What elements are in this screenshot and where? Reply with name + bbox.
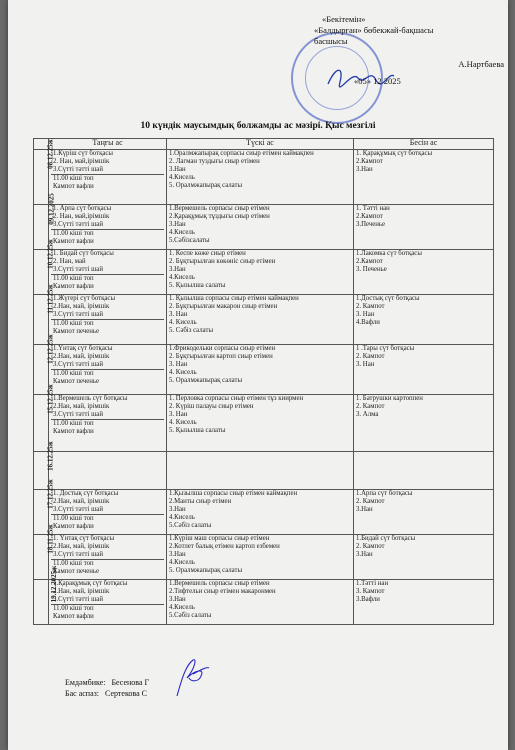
lunch-item: 2. Бұқтырылған көкөніс сиыр етімен — [169, 258, 276, 266]
snack-item: 11.00 кіші топ — [53, 370, 94, 378]
lunch-cell — [167, 452, 354, 490]
lunch-cell — [167, 580, 354, 625]
lunch-item: 1.Қызылша сорпасы сиыр етімен каймақпен — [169, 490, 298, 497]
menu-day-row — [34, 345, 494, 395]
snack-item: 11.00 кіші топ — [53, 320, 94, 328]
lunch-item: 5.Сәбіз салаты — [169, 612, 212, 620]
day-date-label: 15.12.25ж — [46, 384, 55, 414]
lunch-item: 4. Кисель — [169, 419, 197, 427]
menu-day-row — [34, 452, 494, 490]
breakfast-cell — [49, 535, 167, 580]
lunch-item: 4.Кисель — [169, 229, 195, 237]
breakfast-item: 2. Нан, май,ірімшік — [53, 213, 110, 221]
afternoon-item: 1 .Тары сүт ботқасы — [356, 345, 415, 352]
menu-day-row — [34, 150, 494, 205]
snack-item: 11.00 кіші топ — [53, 605, 94, 613]
menu-day-row — [34, 395, 494, 452]
lunch-item: 3.Нан — [169, 266, 186, 274]
lunch-item: 2.Тифтельи сиыр етімен макаронмен — [169, 588, 276, 596]
snack-item: Кампот печенье — [53, 568, 100, 576]
afternoon-item: 3. Алма — [356, 411, 379, 419]
lunch-cell — [167, 345, 354, 395]
lunch-item: 4.Кисель — [169, 274, 195, 282]
lunch-item: 4. Кисель — [169, 369, 197, 377]
afternoon-item: 3. Нан — [356, 361, 375, 369]
day-date — [34, 565, 59, 625]
day-date-label: 18.11.25ж — [46, 524, 55, 554]
breakfast-item: 1. Үнтақ сүт ботқасы — [53, 535, 115, 542]
lunch-cell — [167, 395, 354, 452]
menu-day-row — [34, 205, 494, 250]
snack-item: Кампот вафли — [53, 613, 94, 621]
breakfast-cell — [49, 580, 167, 625]
breakfast-item: 2. Нан, май — [53, 258, 86, 266]
lunch-item: 4.Кисель — [169, 559, 195, 567]
breakfast-item: 3.Сүтті тәтті шай — [53, 551, 103, 559]
lunch-cell — [167, 490, 354, 535]
menu-day-row — [34, 250, 494, 295]
lunch-item: 4.Кисель — [169, 514, 195, 522]
approval-block — [314, 14, 504, 87]
lunch-item: 2. Лагман туздығы сиыр етімен — [169, 158, 260, 166]
lunch-item: 1.Вермешель сорпасы сиыр етімен — [169, 205, 270, 212]
snack-item: Кампот печенье — [53, 328, 100, 336]
breakfast-item: 1.Жүгері сүт ботқасы — [53, 295, 116, 302]
breakfast-cell — [49, 490, 167, 535]
afternoon-cell — [354, 535, 494, 580]
afternoon-item: 2.Кампот — [356, 213, 383, 221]
breakfast-item: 2.Нан, май, ірімшік — [53, 588, 110, 596]
afternoon-item: 1.Арпа сүт ботқасы — [356, 490, 413, 497]
breakfast-item: 3.Сүтті тәтті шай — [53, 596, 103, 604]
breakfast-item: 3.Сүтті тәтті шай — [53, 361, 103, 369]
approver-name: А.Нартбаева — [458, 59, 504, 69]
breakfast-item: 3.Сүтті тәтті шай — [53, 166, 103, 174]
lunch-cell — [167, 205, 354, 250]
breakfast-item: 2. Нан, май,ірімшік — [53, 158, 110, 166]
approval-date: «05» 12 2025 — [354, 76, 401, 86]
lunch-item: 2. Бұқтырылған макарон сиыр етімен — [169, 303, 278, 311]
afternoon-item: 2.Кампот — [356, 158, 383, 166]
afternoon-cell — [354, 395, 494, 452]
afternoon-item: 1. Батрушки картоппен — [356, 395, 423, 402]
afternoon-item: 3. Кампот — [356, 588, 385, 596]
lunch-item: 2.Котлет балық етімен картоп езбемен — [169, 543, 280, 551]
day-date-label: 08.12.25ж — [46, 139, 55, 169]
lunch-item: 4. Кисель — [169, 319, 197, 327]
menu-day-row — [34, 535, 494, 580]
footer-signatures — [65, 677, 149, 699]
breakfast-item: 2.Нан, май, ірімшік — [53, 498, 110, 506]
snack-item: 11.00 кіші топ — [53, 275, 94, 283]
breakfast-item: 2.Нан, май, ірімшік — [53, 303, 110, 311]
afternoon-item: 1.Лакомка сүт ботқасы — [356, 250, 422, 257]
lunch-item: 3.Нан — [169, 221, 186, 229]
breakfast-cell — [49, 452, 167, 490]
lunch-item: 1. Кеспе көже сиыр етімен — [169, 250, 246, 257]
lunch-item: 4.Кисель — [169, 604, 195, 612]
afternoon-cell — [354, 580, 494, 625]
breakfast-item: 1. Арпа сүт ботқасы — [53, 205, 112, 212]
breakfast-item: 1.Қарақұмық сүт ботқасы — [53, 580, 128, 587]
afternoon-cell — [354, 295, 494, 345]
snack-item: 11.00 кіші топ — [53, 230, 94, 238]
breakfast-item: 3.Сүтті тәтті шай — [53, 311, 103, 319]
afternoon-item: 3.Нан — [356, 166, 373, 174]
lunch-item: 1.Оралмжапырақ сорпасы сиыр етімен каймақпен — [169, 150, 314, 157]
afternoon-item: 2. Кампот — [356, 403, 385, 411]
lunch-item: 1. Қызылша сорпасы сиыр етімен каймақпен — [169, 295, 299, 302]
afternoon-item: 1. Тәтті нан — [356, 205, 390, 212]
lunch-item: 5. Сәбіз салаты — [169, 327, 214, 335]
lunch-cell — [167, 295, 354, 345]
breakfast-item: 1. Достық сүт ботқасы — [53, 490, 119, 497]
lunch-item: 5.Сәбізсалаты — [169, 237, 210, 245]
breakfast-item: 2.Нан, май, ірімшік — [53, 543, 110, 551]
lunch-item: 2.Манты сиыр етімен — [169, 498, 232, 506]
lunch-item: 5. Қызылша салаты — [169, 427, 226, 435]
snack-item: Кампот вафли — [53, 238, 94, 246]
breakfast-item: 2.Нан, май, ірімшік — [53, 353, 110, 361]
breakfast-item: 1.Үнтақ сүт ботқасы — [53, 345, 113, 352]
snack-item: Кампот печенье — [53, 378, 100, 386]
afternoon-item: 2. Кампот — [356, 303, 385, 311]
afternoon-item: 1. Қарақұмық сүт ботқасы — [356, 150, 433, 157]
afternoon-item: 3. Нан — [356, 311, 375, 319]
afternoon-item: 1.Достық сүт ботқасы — [356, 295, 420, 302]
approval-heading: «Бекітемін» — [322, 14, 366, 24]
lunch-item: 4.Кисель — [169, 174, 195, 182]
menu-title: 10 күндік маусымдық болжамды ас мәзірі. Қыс мезгілі — [140, 121, 376, 131]
day-date-label: 11.12.25ж — [46, 284, 55, 314]
breakfast-item: 3.Сүтті тәтті шай — [53, 411, 103, 419]
lunch-item: 3.Нан — [169, 166, 186, 174]
lunch-item: 5. Қызылша салаты — [169, 282, 226, 290]
lunch-item: 1.Фрикодельки сорпасы сиыр етімен — [169, 345, 276, 352]
snack-item: Кампот вафли — [53, 283, 94, 291]
afternoon-item: 1.Бидай сүт ботқасы — [356, 535, 416, 542]
menu-day-row — [34, 490, 494, 535]
lunch-item: 3.Нан — [169, 551, 186, 559]
lunch-item: 1.Вермешель сорпасы сиыр етімен — [169, 580, 270, 587]
afternoon-cell — [354, 205, 494, 250]
lunch-item: 3. Нан — [169, 311, 188, 319]
day-date-label: 09.12.2025 — [47, 193, 56, 225]
kindergarten-name: «Балдырған» бөбекжай-бақшасы — [314, 25, 434, 35]
lunch-item: 5. Оралмжапырақ салаты — [169, 377, 243, 385]
afternoon-item: 1.Тәтті нан — [356, 580, 389, 587]
snack-item: 11.00 кіші топ — [53, 175, 94, 183]
lunch-item: 2. Бұқтырылған картоп сиыр етімен — [169, 353, 273, 361]
lunch-item: 2.Қарақұмық тұздығы сиыр етімен — [169, 213, 270, 221]
afternoon-header: Бесін ас — [354, 139, 494, 150]
lunch-item: 3.Нан — [169, 506, 186, 514]
lunch-item: 1.Күріш маш сорпасы сиыр етімен — [169, 535, 270, 542]
afternoon-item: 4.Вафли — [356, 319, 380, 327]
snack-item: Кампот вафли — [53, 428, 94, 436]
breakfast-cell — [49, 345, 167, 395]
breakfast-item: 1.Күріш сүт ботқасы — [53, 150, 113, 157]
breakfast-cell — [49, 150, 167, 205]
breakfast-cell — [49, 295, 167, 345]
breakfast-item: 1. Бидай сүт ботқасы — [53, 250, 114, 257]
afternoon-cell — [354, 452, 494, 490]
afternoon-item: 2. Кампот — [356, 543, 385, 551]
snack-item: 11.00 кіші топ — [53, 420, 94, 428]
lunch-cell — [167, 150, 354, 205]
day-date — [34, 524, 55, 580]
day-date-label: 17.12.25ж — [46, 479, 55, 509]
menu-day-row — [34, 580, 494, 625]
breakfast-header: Таңғы ас — [49, 139, 167, 150]
lunch-item: 5. Оралмжапырақ салаты — [169, 567, 243, 575]
afternoon-item: 3.Печенье — [356, 221, 386, 229]
breakfast-cell — [49, 250, 167, 295]
snack-item: 11.00 кіші топ — [53, 515, 94, 523]
afternoon-item: 2. Кампот — [356, 353, 385, 361]
lunch-cell — [167, 535, 354, 580]
menu-table — [33, 138, 494, 625]
menu-document — [8, 0, 508, 750]
lunch-item: 3.Нан — [169, 596, 186, 604]
lunch-item: 5.Сәбіз салаты — [169, 522, 212, 530]
breakfast-item: 2.Нан, май, ірімшік — [53, 403, 110, 411]
lunch-item: 5. Оралмжапырақ салаты — [169, 182, 243, 190]
breakfast-item: 3.Сүтті тәтті шай — [53, 266, 103, 274]
day-date-label: 12.12.25ж — [46, 334, 55, 364]
afternoon-cell — [354, 490, 494, 535]
lunch-item: 1. Перловка сорпасы сиыр етімен тұз киирмен — [169, 395, 304, 402]
day-date — [34, 139, 55, 205]
afternoon-cell — [354, 150, 494, 205]
breakfast-cell — [49, 395, 167, 452]
afternoon-item: 3.Нан — [356, 551, 373, 559]
lunch-cell — [167, 250, 354, 295]
dietitian-line: Емдәмбике: Бесенова Г — [65, 678, 150, 687]
breakfast-item: 1.Вермешель сүт ботқасы — [53, 395, 128, 402]
afternoon-item: 3.Вафли — [356, 596, 380, 604]
lunch-item: 2. Күріш палауы сиыр етімен — [169, 403, 254, 411]
breakfast-item: 3.Сүтті тәтті шай — [53, 221, 103, 229]
approval-position: басшысы — [314, 36, 348, 46]
day-date-label: 19.12.2025ж — [50, 565, 59, 603]
day-date-label: 10.12.25ж — [46, 239, 55, 269]
lunch-item: 3. Нан — [169, 411, 188, 419]
afternoon-cell — [354, 345, 494, 395]
day-date-label: 16.12.25ж — [46, 441, 55, 471]
afternoon-item: 3.Нан — [356, 506, 373, 514]
afternoon-item: 2. Кампот — [356, 498, 385, 506]
lunch-item: 3. Нан — [169, 361, 188, 369]
lunch-header: Түскі ас — [167, 139, 354, 150]
breakfast-item: 3.Сүтті тәтті шай — [53, 506, 103, 514]
snack-item: Кампот вафли — [53, 523, 94, 531]
afternoon-item: 3. Печенье — [356, 266, 387, 274]
snack-item: Кампот вафли — [53, 183, 94, 191]
afternoon-cell — [354, 250, 494, 295]
head-cook-line: Бас аспаз: Сертекова С — [65, 689, 147, 698]
menu-day-row — [34, 295, 494, 345]
snack-item: 11.00 кіші топ — [53, 560, 94, 568]
cook-signature — [171, 656, 211, 698]
afternoon-item: 2.Кампот — [356, 258, 383, 266]
breakfast-cell — [49, 205, 167, 250]
